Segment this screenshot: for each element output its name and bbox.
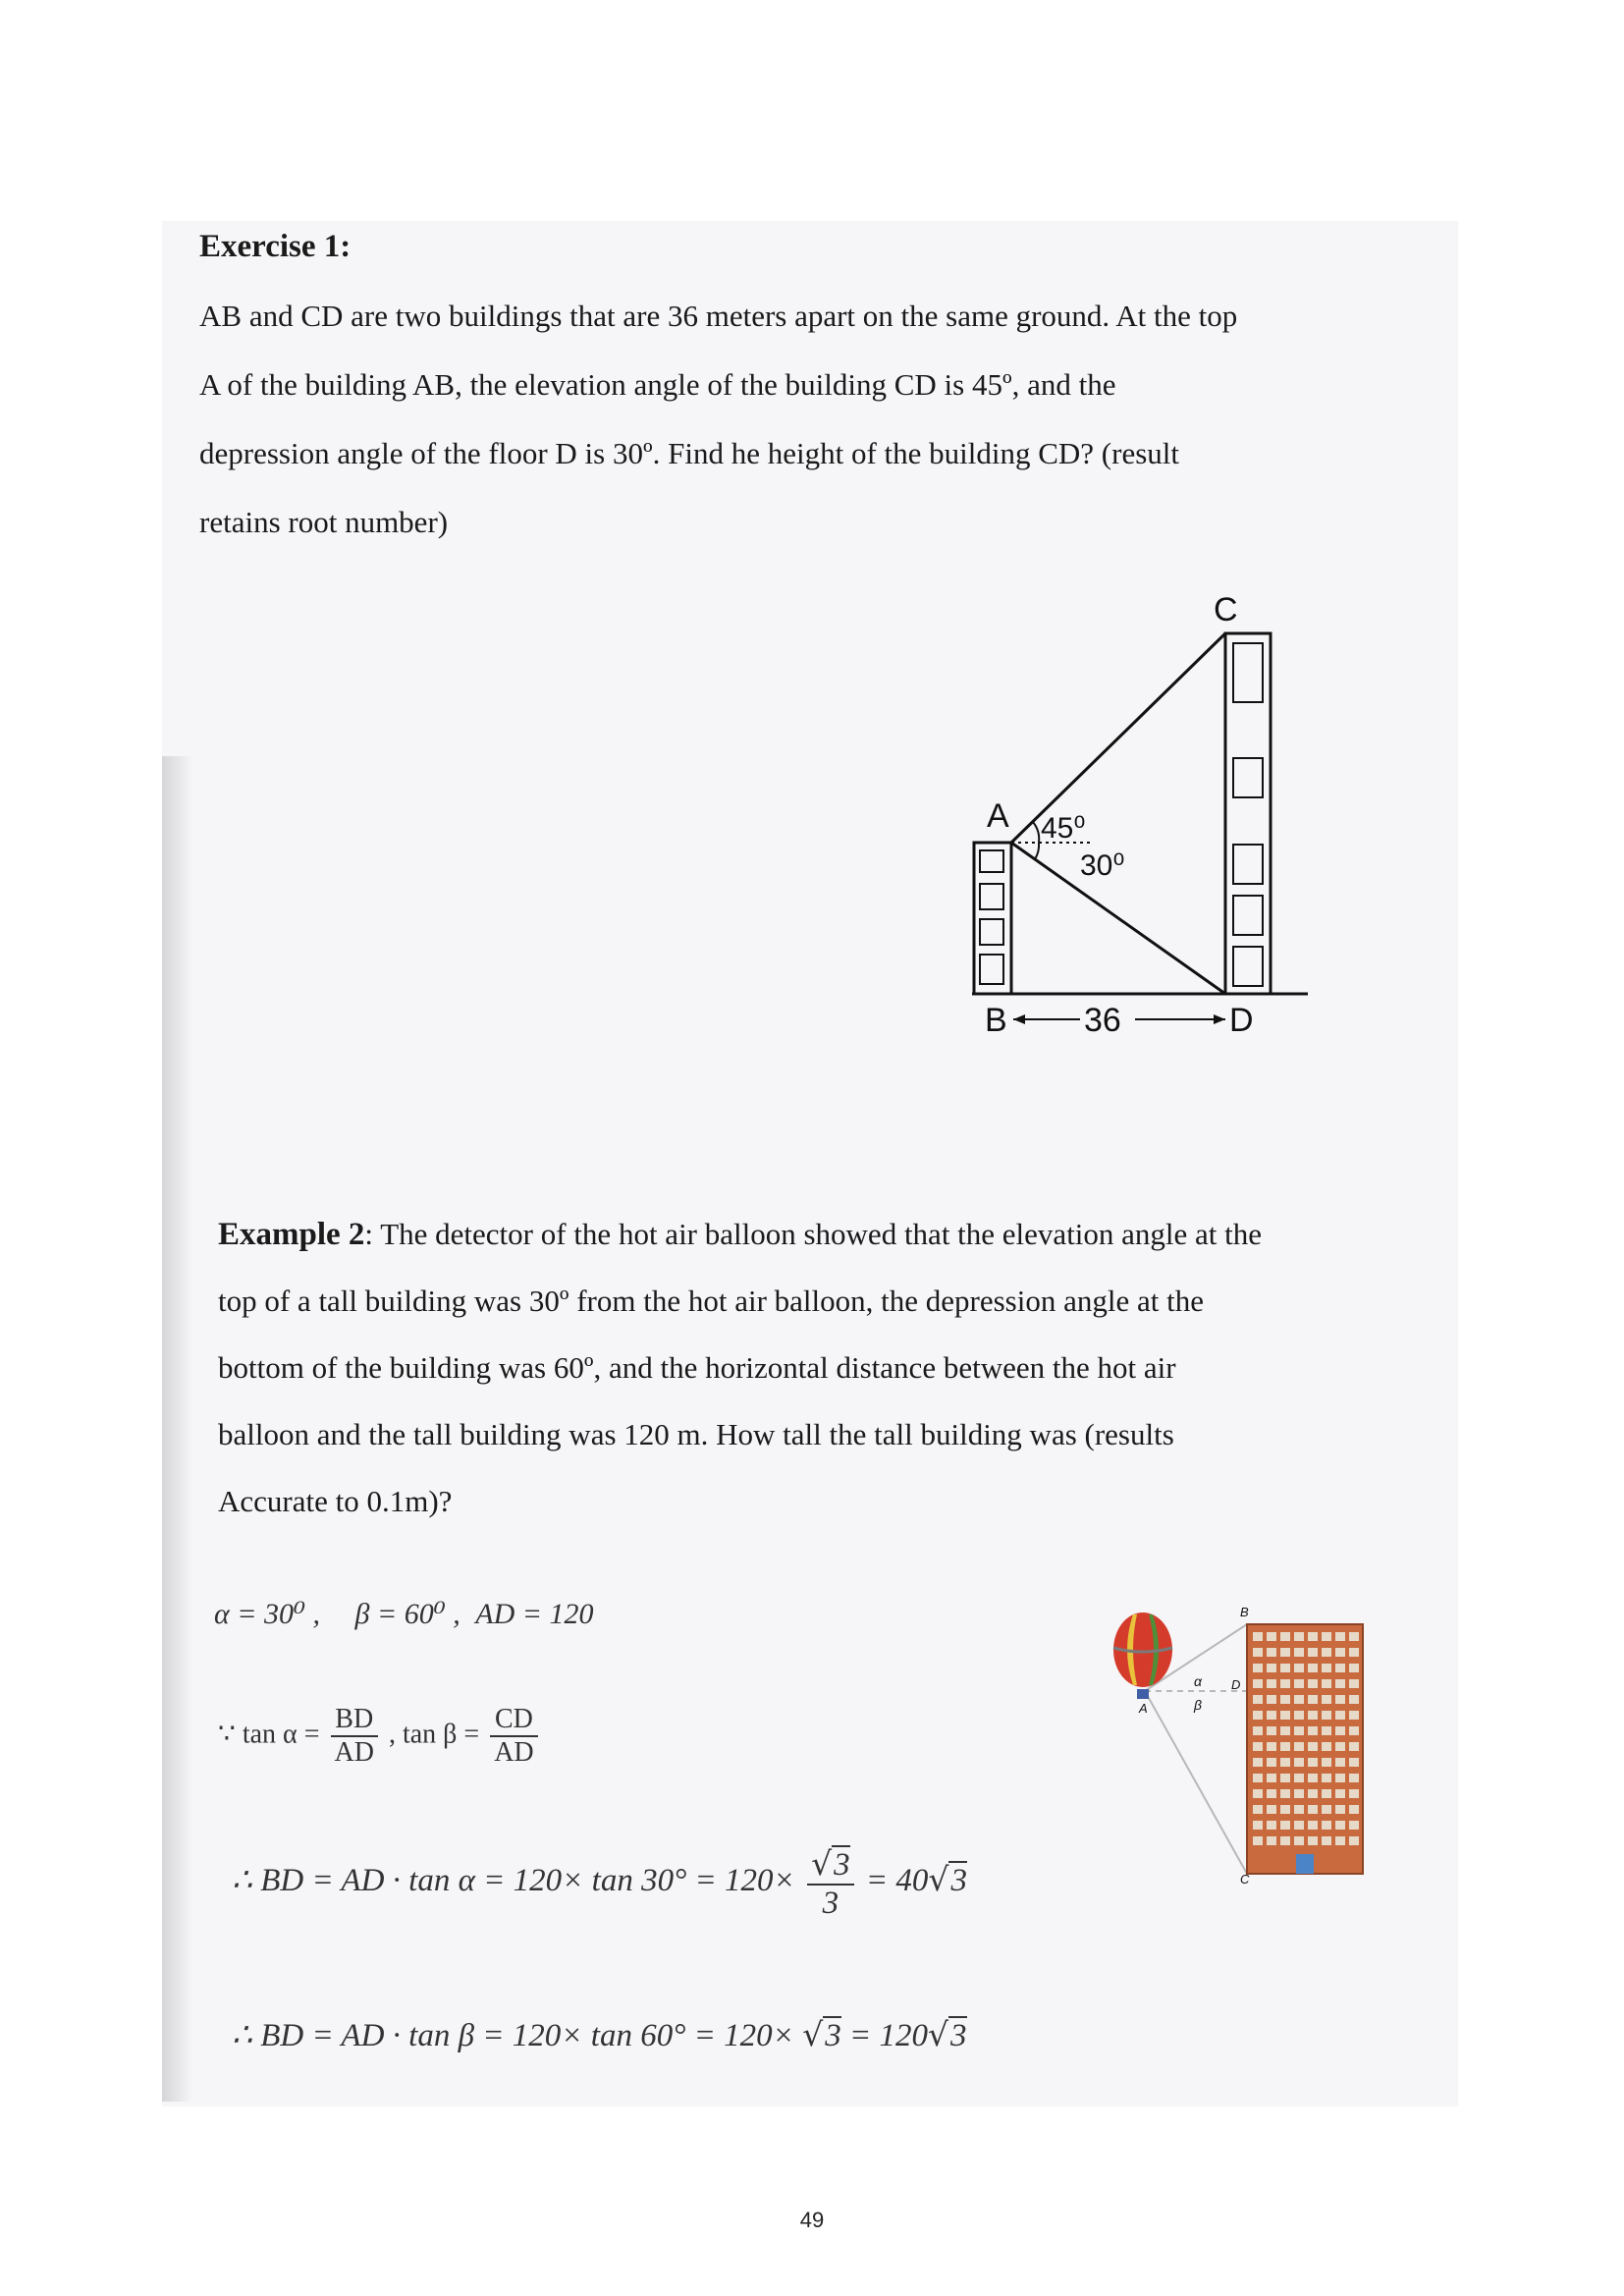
line-to-building-bottom [1145,1691,1247,1874]
building-window [1322,1679,1331,1688]
building-window [1308,1774,1318,1782]
building-window [1280,1821,1290,1830]
building-window [1280,1789,1290,1798]
building-window [1308,1648,1318,1657]
example-line: top of a tall building was 30º from the hot air balloon, the depression angle at the [218,1284,1204,1318]
building-window [1335,1648,1345,1657]
building-cd-window [1233,758,1263,797]
balloon-label-alpha: α [1194,1673,1202,1689]
example-heading: Example 2 [218,1217,365,1252]
label-a: A [987,797,1009,835]
building-window [1280,1742,1290,1751]
building-window [1349,1742,1359,1751]
building-window [1349,1774,1359,1782]
building-window [1253,1836,1263,1845]
angle-45-label: 45⁰ [1041,812,1086,845]
tan-definitions [218,1704,542,1769]
building-cd-window [1233,845,1263,884]
building-window [1308,1632,1318,1641]
building-window [1349,1632,1359,1641]
tall-building [1247,1624,1363,1874]
equation-1-rhs: = 40 [865,1863,929,1899]
balloon-label-a: A [1139,1701,1148,1716]
building-window [1294,1821,1304,1830]
building-window [1267,1789,1276,1798]
angle-arc-45 [1033,822,1039,843]
building-window [1308,1695,1318,1704]
building-window [1335,1774,1345,1782]
building-window [1294,1774,1304,1782]
building-window [1267,1742,1276,1751]
fraction-root3-over-3 [807,1844,854,1922]
building-window [1280,1664,1290,1672]
fraction-cd-ad [490,1704,537,1769]
building-window [1322,1695,1331,1704]
building-window [1335,1679,1345,1688]
building-window [1267,1664,1276,1672]
building-window [1294,1726,1304,1735]
building-window [1280,1805,1290,1814]
denominator: AD [494,1737,534,1768]
radical-sign: √ [811,1844,833,1883]
building-window [1322,1742,1331,1751]
building-window [1322,1774,1331,1782]
building-window [1267,1821,1276,1830]
building-window [1280,1836,1290,1845]
given-ad: AD = 120 [475,1598,594,1630]
dimension-arrow-right [1214,1014,1225,1024]
equation-2-lhs: BD = AD · tan β = 120× tan 60° = 120× [260,2018,794,2053]
building-door [1296,1854,1314,1874]
example-line: balloon and the tall building was 120 m. How tall the tall building was (results [218,1417,1174,1451]
building-window [1294,1632,1304,1641]
building-window [1308,1805,1318,1814]
radicand: 3 [834,1847,850,1883]
building-window [1253,1805,1263,1814]
radicand: 3 [950,2018,967,2053]
numerator: CD [490,1704,537,1737]
building-window [1280,1758,1290,1767]
building-window [1267,1632,1276,1641]
building-window [1280,1632,1290,1641]
radicand: 3 [950,1863,967,1899]
building-window [1253,1648,1263,1657]
building-window [1253,1711,1263,1720]
building-window [1308,1726,1318,1735]
building-window [1349,1789,1359,1798]
building-window [1322,1758,1331,1767]
building-window [1349,1664,1359,1672]
building-window [1322,1821,1331,1830]
example-line [218,1201,1396,1268]
given-beta: β = 60⁰ , [354,1598,460,1630]
building-window [1267,1774,1276,1782]
equation-1 [232,1844,967,1922]
building-window [1335,1726,1345,1735]
equation-2-mid: = 120 [848,2018,929,2053]
building-window [1308,1664,1318,1672]
building-window [1349,1805,1359,1814]
numerator [807,1844,854,1886]
building-window [1308,1758,1318,1767]
building-window [1294,1758,1304,1767]
building-window [1308,1679,1318,1688]
building-window [1280,1679,1290,1688]
building-window [1349,1821,1359,1830]
exercise-text [199,282,1378,557]
building-window [1294,1789,1304,1798]
building-window [1280,1774,1290,1782]
building-window [1294,1711,1304,1720]
building-window [1335,1664,1345,1672]
fraction-bd-ad [331,1704,378,1769]
building-window [1349,1695,1359,1704]
building-window [1322,1648,1331,1657]
building-window [1294,1695,1304,1704]
building-window [1253,1632,1263,1641]
exercise-line: retains root number) [199,505,449,539]
exercise-title: Exercise 1: [199,229,352,264]
building-window [1322,1664,1331,1672]
example-line: bottom of the building was 60º, and the horizontal distance between the hot air [218,1350,1176,1385]
building-ab-window [980,955,1003,984]
example-2-text [218,1201,1396,1535]
angle-30-label: 30⁰ [1080,849,1125,882]
example-line-text: : The detector of the hot air balloon showed that the elevation angle at the [364,1217,1263,1251]
because-symbol: ∵ [218,1719,236,1750]
building-window [1267,1679,1276,1688]
dimension-arrow-left [1013,1014,1025,1024]
building-window [1349,1679,1359,1688]
building-window [1267,1836,1276,1845]
balloon-label-c: C [1240,1872,1250,1886]
building-window [1349,1758,1359,1767]
given-alpha: α = 30⁰ , [214,1598,321,1630]
therefore-symbol: ∴ [232,1863,252,1899]
building-window [1253,1774,1263,1782]
denominator: 3 [822,1886,839,1921]
given-values [214,1597,593,1631]
building-window [1294,1679,1304,1688]
building-window [1280,1711,1290,1720]
building-window [1267,1711,1276,1720]
building-window [1308,1711,1318,1720]
balloon-label-b: B [1240,1605,1249,1619]
building-window [1335,1742,1345,1751]
numerator: BD [331,1704,378,1737]
building-window [1253,1664,1263,1672]
exercise-line: A of the building AB, the elevation angle of the building CD is 45º, and the [199,367,1116,402]
building-window [1253,1726,1263,1735]
balloon-basket [1137,1689,1149,1699]
equation-1-lhs: BD = AD · tan α = 120× tan 30° = 120× [260,1863,795,1899]
building-window [1322,1726,1331,1735]
tan-beta: , tan β = [388,1719,480,1750]
building-window [1335,1758,1345,1767]
building-window [1294,1648,1304,1657]
building-window [1253,1742,1263,1751]
building-window [1294,1836,1304,1845]
tan-alpha: tan α = [242,1719,320,1750]
radical-sign: √ [802,2015,824,2053]
label-d: D [1229,1002,1254,1039]
building-window [1253,1758,1263,1767]
building-window [1335,1836,1345,1845]
balloon-diagram-svg [1100,1591,1394,1886]
building-window [1253,1679,1263,1688]
building-window [1335,1711,1345,1720]
building-window [1267,1758,1276,1767]
building-window [1308,1789,1318,1798]
building-window [1280,1726,1290,1735]
building-window [1322,1836,1331,1845]
building-window [1280,1648,1290,1657]
page-number: 49 [799,2208,825,2232]
building-window [1267,1726,1276,1735]
building-window [1280,1695,1290,1704]
building-window [1349,1726,1359,1735]
building-cd [1225,633,1271,994]
balloon-building-diagram [1100,1591,1394,1886]
building-window [1322,1789,1331,1798]
building-ab-window [980,884,1003,909]
building-cd-window [1233,896,1263,935]
building-cd-window [1233,643,1263,702]
building-window [1267,1695,1276,1704]
building-window [1349,1648,1359,1657]
building-window [1322,1711,1331,1720]
therefore-symbol: ∴ [232,2018,252,2053]
building-window [1267,1805,1276,1814]
building-window [1335,1695,1345,1704]
angle-arc-30 [1035,843,1039,859]
building-window [1349,1836,1359,1845]
building-window [1294,1805,1304,1814]
building-window [1294,1742,1304,1751]
building-ab-window [980,850,1003,872]
building-window [1253,1695,1263,1704]
balloon-label-d: D [1231,1677,1241,1692]
distance-label: 36 [1084,1002,1121,1039]
balloon-label-beta: β [1194,1697,1202,1713]
building-window [1308,1836,1318,1845]
building-window [1335,1789,1345,1798]
building-window [1253,1821,1263,1830]
label-c: C [1214,591,1238,629]
radical-sign: √ [928,1860,949,1899]
building-window [1335,1632,1345,1641]
building-window [1335,1821,1345,1830]
radicand: 3 [825,2018,841,2053]
exercise-line: AB and CD are two buildings that are 36 meters apart on the same ground. At the top [199,299,1238,333]
building-window [1308,1742,1318,1751]
exercise-line: depression angle of the floor D is 30º. Find he height of the building CD? (result [199,436,1179,470]
radical-sign: √ [928,2015,949,2053]
building-window [1349,1711,1359,1720]
building-window [1267,1648,1276,1657]
denominator: AD [334,1737,374,1768]
building-window [1335,1805,1345,1814]
building-ab-window [980,919,1003,945]
building-window [1253,1789,1263,1798]
building-window [1322,1805,1331,1814]
building-window [1308,1821,1318,1830]
building-window [1322,1632,1331,1641]
label-b: B [985,1002,1007,1039]
buildings-diagram [943,579,1335,1039]
building-window [1294,1664,1304,1672]
equation-2 [232,2015,967,2054]
building-cd-window [1233,947,1263,986]
example-line: Accurate to 0.1m)? [218,1484,453,1518]
